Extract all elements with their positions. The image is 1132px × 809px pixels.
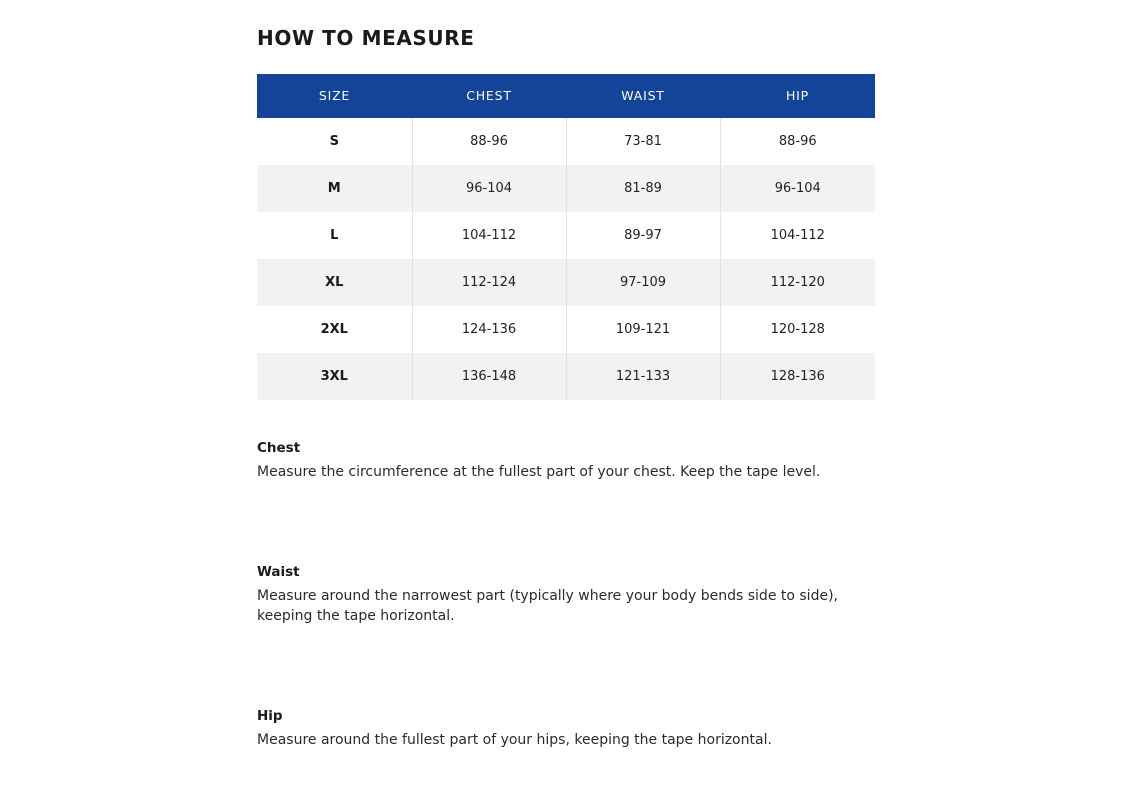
table-row — [257, 353, 875, 400]
column-header-hip: HIP — [720, 74, 875, 118]
measure-heading-waist: Waist — [257, 564, 300, 581]
table-row — [257, 212, 875, 259]
cell-chest: 136-148 — [412, 353, 566, 400]
cell-waist: 109-121 — [566, 306, 720, 353]
size-chart-table — [257, 74, 875, 400]
column-header-waist: WAIST — [566, 74, 720, 118]
table-row — [257, 165, 875, 212]
cell-chest: 96-104 — [412, 165, 566, 212]
cell-waist: 97-109 — [566, 259, 720, 306]
measure-heading-chest: Chest — [257, 440, 301, 456]
table-row — [257, 306, 875, 353]
page-title: HOW TO MEASURE — [257, 26, 475, 50]
measure-section-hip — [257, 708, 937, 750]
cell-chest: 104-112 — [412, 212, 566, 259]
column-header-chest: CHEST — [412, 74, 566, 118]
section-spacer — [257, 482, 937, 528]
table-header-row — [257, 74, 875, 118]
measure-text-hip: Measure around the fullest part of your hips, keeping the tape horizontal. — [257, 731, 772, 748]
cell-size: L — [257, 212, 412, 259]
cell-waist: 81-89 — [566, 165, 720, 212]
measure-text-waist: Measure around the narrowest part (typically where your body bends side to side), keeping the tape horizontal. — [257, 588, 838, 624]
measure-section-chest — [257, 440, 937, 482]
table-header — [257, 74, 875, 118]
measure-text-chest: Measure the circumference at the fullest part of your chest. Keep the tape level. — [257, 464, 821, 480]
cell-size: 2XL — [257, 306, 412, 353]
section-spacer — [257, 626, 937, 672]
cell-chest: 88-96 — [412, 118, 566, 165]
cell-waist: 73-81 — [566, 118, 720, 165]
cell-hip: 96-104 — [720, 165, 875, 212]
measure-section-waist — [257, 564, 937, 626]
table-row — [257, 259, 875, 306]
cell-hip: 128-136 — [720, 353, 875, 400]
cell-size: M — [257, 165, 412, 212]
cell-size: S — [257, 118, 412, 165]
table-row — [257, 118, 875, 165]
cell-hip: 112-120 — [720, 259, 875, 306]
cell-hip: 88-96 — [720, 118, 875, 165]
cell-waist: 121-133 — [566, 353, 720, 400]
table-body — [257, 118, 875, 400]
measure-heading-hip: Hip — [257, 707, 283, 724]
cell-size: 3XL — [257, 353, 412, 400]
cell-chest: 112-124 — [412, 259, 566, 306]
cell-waist: 89-97 — [566, 212, 720, 259]
cell-size: XL — [257, 259, 412, 306]
column-header-size: SIZE — [257, 74, 412, 118]
content-column — [257, 26, 937, 750]
cell-hip: 120-128 — [720, 306, 875, 353]
cell-chest: 124-136 — [412, 306, 566, 353]
cell-hip: 104-112 — [720, 212, 875, 259]
